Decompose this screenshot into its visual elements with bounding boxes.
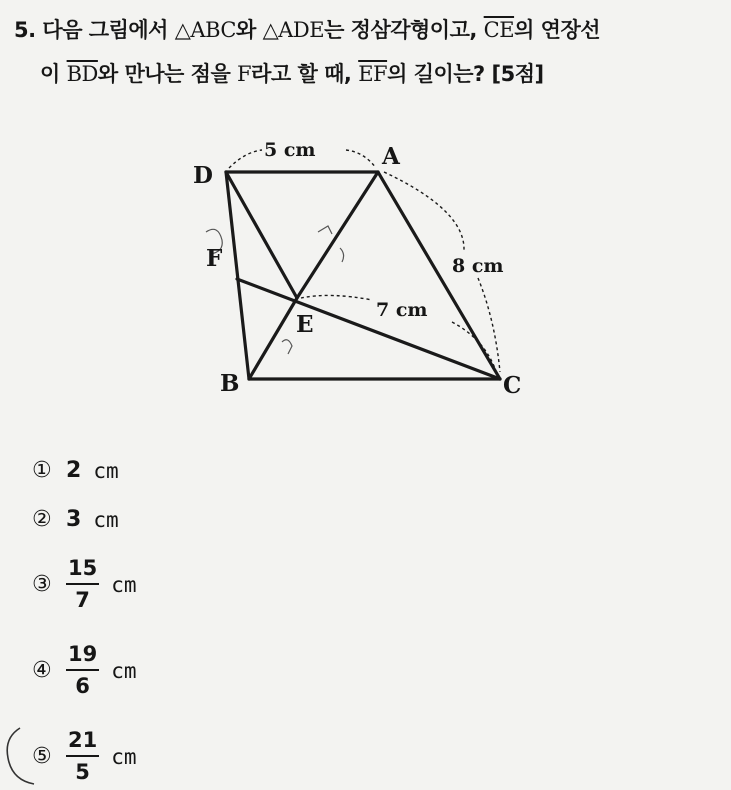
choice-unit: cm bbox=[111, 658, 137, 683]
point-f: F bbox=[237, 62, 252, 86]
question-text: 라고 할 때, bbox=[251, 62, 352, 86]
choice-unit: cm bbox=[111, 744, 137, 769]
choice-number: ③ bbox=[32, 572, 52, 597]
segment-db-line bbox=[226, 172, 249, 379]
choice-number: ⑤ bbox=[32, 744, 52, 769]
triangle-ade: △ADE bbox=[262, 18, 325, 42]
choice-2[interactable] bbox=[32, 507, 119, 532]
pencil-mark-icon bbox=[282, 340, 292, 354]
segment-ce: $\overline{CE}$ bbox=[483, 18, 515, 42]
choice-value: 3 bbox=[66, 507, 82, 532]
vertex-label-f: F bbox=[206, 245, 223, 272]
dimension-arc-ac bbox=[384, 172, 464, 250]
dimension-arc-ec bbox=[301, 295, 372, 300]
dimension-arc-ec bbox=[452, 322, 497, 374]
question-text: 이 bbox=[40, 62, 60, 86]
question-text: 와 bbox=[235, 18, 256, 42]
vertex-label-c: C bbox=[503, 372, 522, 399]
segment-fc-line bbox=[237, 279, 500, 379]
choice-value: 2 bbox=[66, 458, 82, 483]
choice-number: ② bbox=[32, 507, 52, 532]
triangle-abc: △ABC bbox=[174, 18, 236, 42]
length-label-da: 5 cm bbox=[264, 139, 316, 161]
segment-eb-line bbox=[249, 298, 297, 379]
question-text: 의 길이는? bbox=[387, 62, 485, 86]
fraction-denominator: 5 bbox=[75, 760, 90, 784]
choice-number: ① bbox=[32, 458, 52, 483]
dimension-arc-da bbox=[229, 150, 262, 168]
vertex-label-b: B bbox=[220, 370, 240, 397]
dimension-arc-da bbox=[346, 150, 376, 168]
vertex-label-e: E bbox=[296, 311, 314, 338]
length-label-ac: 8 cm bbox=[452, 255, 504, 277]
choice-fraction bbox=[66, 558, 99, 611]
choice-3[interactable] bbox=[32, 558, 137, 611]
vertex-label-d: D bbox=[193, 162, 213, 189]
choice-fraction bbox=[66, 644, 99, 697]
fraction-numerator: 19 bbox=[66, 644, 99, 671]
length-label-ec: 7 cm bbox=[376, 299, 428, 321]
vertex-label-a: A bbox=[382, 143, 400, 170]
choice-number: ④ bbox=[32, 658, 52, 683]
choice-unit: cm bbox=[93, 507, 119, 532]
question-text: 의 연장선 bbox=[514, 18, 601, 42]
choice-1[interactable] bbox=[32, 458, 119, 483]
choice-4[interactable] bbox=[32, 644, 137, 697]
fraction-denominator: 7 bbox=[75, 588, 90, 612]
choice-unit: cm bbox=[111, 572, 137, 597]
fraction-numerator: 21 bbox=[66, 730, 99, 757]
question-text: 와 만나는 점을 bbox=[97, 62, 231, 86]
question-text: 다음 그림에서 bbox=[42, 18, 168, 42]
handwritten-circle-icon bbox=[0, 722, 60, 790]
fraction-denominator: 6 bbox=[75, 674, 90, 698]
segment-bd: $\overline{BD}$ bbox=[66, 62, 98, 86]
segment-ae-line bbox=[297, 172, 378, 298]
segment-ef: $\overline{EF}$ bbox=[358, 62, 388, 86]
choice-unit: cm bbox=[93, 458, 119, 483]
points-label: [5점] bbox=[491, 62, 544, 86]
question-text: 는 정삼각형이고, bbox=[324, 18, 477, 42]
question-number: 5. bbox=[14, 18, 36, 42]
fraction-numerator: 15 bbox=[66, 558, 99, 585]
choice-fraction bbox=[66, 730, 99, 783]
